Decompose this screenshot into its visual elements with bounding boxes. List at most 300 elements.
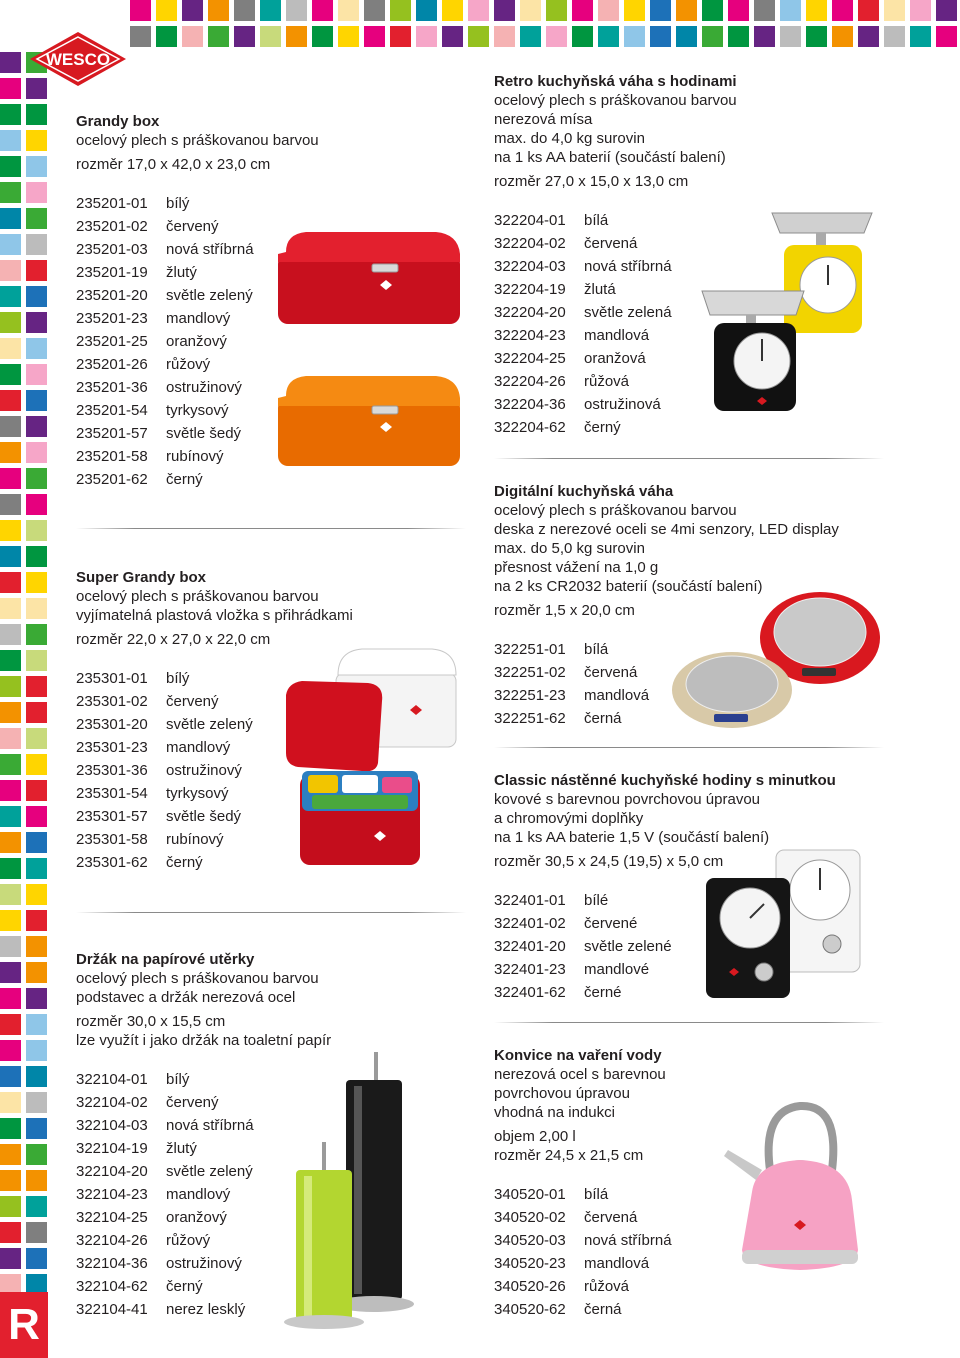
color-name: světle zelený — [166, 716, 253, 733]
mosaic-tile — [26, 260, 47, 281]
dimensions: rozměr 1,5 x 20,0 cm — [494, 602, 635, 619]
product-code: 340520-26 — [494, 1278, 566, 1295]
color-name: světle zelené — [584, 938, 672, 955]
section-divider — [494, 458, 884, 459]
mosaic-tile — [26, 780, 47, 801]
mosaic-tile — [26, 442, 47, 463]
mosaic-tile — [0, 780, 21, 801]
description-line: kovové s barevnou povrchovou úpravou — [494, 791, 761, 808]
mosaic-tile — [234, 0, 255, 21]
mosaic-tile — [26, 338, 47, 359]
mosaic-tile — [0, 1118, 21, 1139]
color-name: černá — [584, 710, 622, 727]
product-code: 235201-20 — [76, 287, 148, 304]
product-code: 322104-62 — [76, 1278, 148, 1295]
mosaic-tile — [806, 0, 827, 21]
color-name: světle zelený — [166, 287, 253, 304]
section-title: Classic nástěnné kuchyňské hodiny s minutkou — [494, 772, 836, 789]
color-name: žlutý — [166, 264, 197, 281]
mosaic-tile — [390, 0, 411, 21]
mosaic-tile — [0, 702, 21, 723]
mosaic-tile — [494, 26, 515, 47]
mosaic-tile — [26, 1196, 47, 1217]
mosaic-tile — [0, 936, 21, 957]
mosaic-tile — [0, 1092, 21, 1113]
mosaic-tile — [0, 130, 21, 151]
mosaic-tile — [26, 208, 47, 229]
mosaic-tile — [390, 26, 411, 47]
product-code: 235301-62 — [76, 854, 148, 871]
product-code: 235301-57 — [76, 808, 148, 825]
mosaic-tile — [598, 26, 619, 47]
description-line: a chromovými doplňky — [494, 810, 644, 827]
color-name: mandlový — [166, 739, 231, 756]
mosaic-tile — [780, 0, 801, 21]
mosaic-tile — [0, 1170, 21, 1191]
mosaic-tile — [468, 26, 489, 47]
product-code: 322401-01 — [494, 892, 566, 909]
mosaic-tile — [0, 260, 21, 281]
product-code: 235201-01 — [76, 195, 148, 212]
mosaic-tile — [572, 0, 593, 21]
mosaic-tile — [26, 494, 47, 515]
section-divider — [76, 912, 466, 913]
product-code: 322104-23 — [76, 1186, 148, 1203]
product-code: 235201-36 — [76, 379, 148, 396]
color-name: mandlové — [584, 961, 650, 978]
section-divider — [76, 528, 466, 529]
mosaic-tile — [0, 182, 21, 203]
product-code: 322204-62 — [494, 419, 566, 436]
color-name: růžový — [166, 1232, 211, 1249]
description-line: na 2 ks CR2032 baterií (součástí balení) — [494, 578, 763, 595]
mosaic-tile — [26, 598, 47, 619]
product-code: 340520-02 — [494, 1209, 566, 1226]
mosaic-tile — [0, 364, 21, 385]
mosaic-tile — [702, 0, 723, 21]
color-name: černý — [166, 1278, 203, 1295]
mosaic-tile — [0, 312, 21, 333]
description-line: max. do 4,0 kg surovin — [494, 130, 645, 147]
product-code: 340520-01 — [494, 1186, 566, 1203]
color-name: černý — [166, 471, 203, 488]
mosaic-tile — [0, 650, 21, 671]
mosaic-tile — [676, 0, 697, 21]
product-code: 340520-62 — [494, 1301, 566, 1318]
mosaic-tile — [364, 0, 385, 21]
mosaic-tile — [910, 0, 931, 21]
color-name: bílá — [584, 641, 609, 658]
product-code: 322204-02 — [494, 235, 566, 252]
color-name: ostružinová — [584, 396, 661, 413]
product-code: 235201-57 — [76, 425, 148, 442]
mosaic-tile — [494, 0, 515, 21]
section-title: Grandy box — [76, 113, 160, 130]
mosaic-tile — [26, 468, 47, 489]
mosaic-tile — [26, 728, 47, 749]
product-code: 235301-58 — [76, 831, 148, 848]
capacity: objem 2,00 l — [494, 1128, 576, 1145]
mosaic-tile — [26, 1092, 47, 1113]
description-line: na 1 ks AA baterie 1,5 V (součástí balení) — [494, 829, 770, 846]
color-name: mandlová — [584, 1255, 650, 1272]
mosaic-tile — [286, 0, 307, 21]
wall-clock-image — [704, 848, 864, 1000]
mosaic-tile — [0, 1196, 21, 1217]
mosaic-tile — [182, 0, 203, 21]
mosaic-tile — [312, 0, 333, 21]
color-name: mandlový — [166, 310, 231, 327]
product-code: 322401-02 — [494, 915, 566, 932]
mosaic-tile — [0, 1248, 21, 1269]
mosaic-tile — [26, 364, 47, 385]
color-name: červený — [166, 218, 219, 235]
mosaic-tile — [130, 26, 151, 47]
color-name: ostružinový — [166, 379, 242, 396]
color-name: růžová — [584, 373, 630, 390]
mosaic-tile — [0, 572, 21, 593]
product-code: 322204-26 — [494, 373, 566, 390]
product-code: 235201-54 — [76, 402, 148, 419]
product-code: 235301-36 — [76, 762, 148, 779]
mosaic-tile — [442, 0, 463, 21]
mosaic-tile — [260, 0, 281, 21]
product-code: 322204-25 — [494, 350, 566, 367]
mosaic-tile — [338, 0, 359, 21]
product-code: 340520-03 — [494, 1232, 566, 1249]
color-name: žlutá — [584, 281, 616, 298]
product-code: 235201-19 — [76, 264, 148, 281]
mosaic-tile — [0, 1144, 21, 1165]
section-title: Konvice na vaření vody — [494, 1047, 662, 1064]
color-name: růžová — [584, 1278, 630, 1295]
mosaic-tile — [26, 572, 47, 593]
color-name: bílý — [166, 1071, 190, 1088]
product-code: 235201-26 — [76, 356, 148, 373]
mosaic-tile — [0, 1222, 21, 1243]
product-code: 322104-36 — [76, 1255, 148, 1272]
mosaic-tile — [156, 0, 177, 21]
variant-row — [76, 192, 456, 215]
product-code: 322104-02 — [76, 1094, 148, 1111]
mosaic-tile — [26, 1248, 47, 1269]
mosaic-tile — [0, 546, 21, 567]
section-divider — [494, 747, 884, 748]
wesco-logo — [28, 30, 128, 88]
color-name: červená — [584, 1209, 638, 1226]
paper-towel-holder-image — [290, 1050, 470, 1330]
color-name: světle zelený — [166, 1163, 253, 1180]
mosaic-tile — [858, 26, 879, 47]
mosaic-tile — [26, 416, 47, 437]
mosaic-tile — [598, 0, 619, 21]
mosaic-tile — [728, 26, 749, 47]
color-name: oranžový — [166, 1209, 227, 1226]
color-name: bílý — [166, 195, 190, 212]
dimensions: rozměr 30,0 x 15,5 cm — [76, 1013, 226, 1030]
color-name: červený — [166, 693, 219, 710]
description-line: nerezová ocel s barevnou — [494, 1066, 666, 1083]
mosaic-tile — [260, 26, 281, 47]
product-code: 322251-02 — [494, 664, 566, 681]
mosaic-tile — [0, 442, 21, 463]
description-line: nerezová mísa — [494, 111, 593, 128]
color-name: ostružinový — [166, 1255, 242, 1272]
color-name: žlutý — [166, 1140, 197, 1157]
mosaic-tile — [26, 884, 47, 905]
mosaic-tile — [26, 806, 47, 827]
color-name: světle šedý — [166, 808, 242, 825]
mosaic-tile — [312, 26, 333, 47]
mosaic-tile — [26, 832, 47, 853]
product-code: 322251-62 — [494, 710, 566, 727]
mosaic-tile — [780, 26, 801, 47]
mosaic-tile — [364, 26, 385, 47]
mosaic-tile — [546, 26, 567, 47]
color-name: růžový — [166, 356, 211, 373]
mosaic-tile — [0, 1014, 21, 1035]
mosaic-tile — [0, 1040, 21, 1061]
mosaic-tile — [520, 0, 541, 21]
product-code: 235201-25 — [76, 333, 148, 350]
product-code: 235201-03 — [76, 241, 148, 258]
section-title: Super Grandy box — [76, 569, 207, 586]
mosaic-tile — [26, 182, 47, 203]
mosaic-tile — [624, 0, 645, 21]
variant-row — [494, 1298, 894, 1321]
mosaic-tile — [26, 546, 47, 567]
product-code: 235301-54 — [76, 785, 148, 802]
mosaic-tile — [26, 1170, 47, 1191]
color-name: černý — [166, 854, 203, 871]
mosaic-tile — [26, 286, 47, 307]
mosaic-tile — [0, 390, 21, 411]
product-code: 235201-58 — [76, 448, 148, 465]
mosaic-tile — [0, 676, 21, 697]
product-code: 322104-41 — [76, 1301, 148, 1318]
mosaic-tile — [0, 728, 21, 749]
color-name: mandlový — [166, 1186, 231, 1203]
color-name: oranžová — [584, 350, 646, 367]
mosaic-tile — [26, 1040, 47, 1061]
description-line: ocelový plech s práškovanou barvou — [494, 502, 737, 519]
digital-scale-image — [670, 590, 890, 735]
mosaic-tile — [884, 0, 905, 21]
mosaic-tile — [0, 598, 21, 619]
color-name: tyrkysový — [166, 785, 229, 802]
color-name: červená — [584, 664, 638, 681]
mosaic-tile — [0, 910, 21, 931]
product-code: 322204-19 — [494, 281, 566, 298]
mosaic-tile — [468, 0, 489, 21]
color-name: mandlová — [584, 687, 650, 704]
mosaic-tile — [26, 962, 47, 983]
mosaic-tile — [338, 26, 359, 47]
mosaic-tile — [208, 26, 229, 47]
product-code: 322104-25 — [76, 1209, 148, 1226]
mosaic-tile — [286, 26, 307, 47]
mosaic-tile — [26, 910, 47, 931]
color-name: bílý — [166, 670, 190, 687]
color-name: černá — [584, 1301, 622, 1318]
mosaic-tile — [416, 0, 437, 21]
mosaic-tile — [936, 26, 957, 47]
mosaic-tile — [416, 26, 437, 47]
mosaic-tile — [442, 26, 463, 47]
description-line: vhodná na indukci — [494, 1104, 615, 1121]
color-name: černý — [584, 419, 621, 436]
mosaic-tile — [26, 858, 47, 879]
product-code: 322104-19 — [76, 1140, 148, 1157]
mosaic-tile — [754, 26, 775, 47]
color-name: nová stříbrná — [584, 1232, 672, 1249]
product-code: 322251-01 — [494, 641, 566, 658]
color-name: rubínový — [166, 448, 224, 465]
mosaic-tile — [26, 1066, 47, 1087]
mosaic-tile — [26, 650, 47, 671]
color-name: bílá — [584, 212, 609, 229]
dimensions: rozměr 30,5 x 24,5 (19,5) x 5,0 cm — [494, 853, 724, 870]
mosaic-tile — [0, 104, 21, 125]
dimensions: rozměr 17,0 x 42,0 x 23,0 cm — [76, 156, 271, 173]
product-code: 235301-01 — [76, 670, 148, 687]
mosaic-tile — [0, 1066, 21, 1087]
description-line: podstavec a držák nerezová ocel — [76, 989, 296, 1006]
mosaic-tile — [546, 0, 567, 21]
mosaic-tile — [0, 208, 21, 229]
color-name: nová stříbrná — [166, 241, 254, 258]
mosaic-tile — [0, 156, 21, 177]
color-name: červený — [166, 1094, 219, 1111]
mosaic-tile — [0, 416, 21, 437]
mosaic-tile — [130, 0, 151, 21]
mosaic-tile — [0, 468, 21, 489]
product-code: 322204-36 — [494, 396, 566, 413]
kettle-image — [722, 1100, 872, 1280]
product-code: 322251-23 — [494, 687, 566, 704]
mosaic-tile — [26, 520, 47, 541]
mosaic-tile — [0, 78, 21, 99]
description-line: ocelový plech s práškovanou barvou — [76, 970, 319, 987]
mosaic-tile — [676, 26, 697, 47]
description-line: povrchovou úpravou — [494, 1085, 630, 1102]
page-letter: R — [0, 1292, 48, 1358]
mosaic-tile — [26, 130, 47, 151]
description-line: max. do 5,0 kg surovin — [494, 540, 645, 557]
mosaic-tile — [858, 0, 879, 21]
color-name: ostružinový — [166, 762, 242, 779]
mosaic-tile — [754, 0, 775, 21]
color-name: oranžový — [166, 333, 227, 350]
product-code: 235301-20 — [76, 716, 148, 733]
product-code: 322104-01 — [76, 1071, 148, 1088]
section-title: Retro kuchyňská váha s hodinami — [494, 73, 737, 90]
product-code: 322104-20 — [76, 1163, 148, 1180]
mosaic-tile — [650, 26, 671, 47]
mosaic-tile — [26, 936, 47, 957]
color-name: nová stříbrná — [584, 258, 672, 275]
mosaic-tile — [0, 884, 21, 905]
grandy-box-image — [276, 228, 466, 473]
dimensions: rozměr 24,5 x 21,5 cm — [494, 1147, 644, 1164]
mosaic-tile — [0, 858, 21, 879]
description-line: ocelový plech s práškovanou barvou — [494, 92, 737, 109]
mosaic-tile — [208, 0, 229, 21]
product-code: 322104-26 — [76, 1232, 148, 1249]
mosaic-tile — [26, 702, 47, 723]
mosaic-tile — [0, 832, 21, 853]
mosaic-tile — [0, 52, 21, 73]
mosaic-tile — [26, 312, 47, 333]
color-name: nerez lesklý — [166, 1301, 246, 1318]
product-code: 340520-23 — [494, 1255, 566, 1272]
mosaic-tile — [26, 1014, 47, 1035]
product-code: 322204-23 — [494, 327, 566, 344]
mosaic-tile — [702, 26, 723, 47]
dimensions: rozměr 27,0 x 15,0 x 13,0 cm — [494, 173, 689, 190]
mosaic-tile — [234, 26, 255, 47]
mosaic-tile — [832, 26, 853, 47]
mosaic-tile — [624, 26, 645, 47]
mosaic-tile — [0, 754, 21, 775]
mosaic-tile — [0, 286, 21, 307]
mosaic-tile — [26, 988, 47, 1009]
description-line: ocelový plech s práškovanou barvou — [76, 588, 319, 605]
mosaic-tile — [26, 676, 47, 697]
mosaic-tile — [884, 26, 905, 47]
mosaic-tile — [0, 962, 21, 983]
product-code: 235301-23 — [76, 739, 148, 756]
section-title: Digitální kuchyňská váha — [494, 483, 674, 500]
description-line: přesnost vážení na 1,0 g — [494, 559, 659, 576]
color-name: červené — [584, 915, 638, 932]
mosaic-tile — [936, 0, 957, 21]
mosaic-tile — [0, 806, 21, 827]
mosaic-tile — [0, 624, 21, 645]
retro-scale-image — [700, 205, 880, 417]
color-name: bílá — [584, 1186, 609, 1203]
product-code: 235201-62 — [76, 471, 148, 488]
product-code: 235201-23 — [76, 310, 148, 327]
mosaic-tile — [0, 234, 21, 255]
mosaic-tile — [0, 338, 21, 359]
mosaic-tile — [26, 1144, 47, 1165]
mosaic-tile — [26, 390, 47, 411]
mosaic-tile — [182, 26, 203, 47]
mosaic-tile — [572, 26, 593, 47]
mosaic-tile — [26, 104, 47, 125]
description-line: na 1 ks AA baterií (součástí balení) — [494, 149, 726, 166]
mosaic-tile — [728, 0, 749, 21]
product-code: 322204-01 — [494, 212, 566, 229]
color-name: světle šedý — [166, 425, 242, 442]
product-code: 322204-03 — [494, 258, 566, 275]
product-code: 322401-62 — [494, 984, 566, 1001]
product-code: 235201-02 — [76, 218, 148, 235]
variant-row — [494, 416, 894, 439]
mosaic-tile — [0, 494, 21, 515]
section-divider — [494, 1022, 884, 1023]
usage-note: lze využít i jako držák na toaletní papír — [76, 1032, 332, 1049]
mosaic-tile — [910, 26, 931, 47]
super-grandy-box-image — [282, 645, 462, 875]
mosaic-tile — [26, 234, 47, 255]
mosaic-tile — [26, 624, 47, 645]
mosaic-tile — [26, 156, 47, 177]
description-line: vyjímatelná plastová vložka s přihrádkami — [76, 607, 353, 624]
product-code: 322401-20 — [494, 938, 566, 955]
mosaic-tile — [520, 26, 541, 47]
